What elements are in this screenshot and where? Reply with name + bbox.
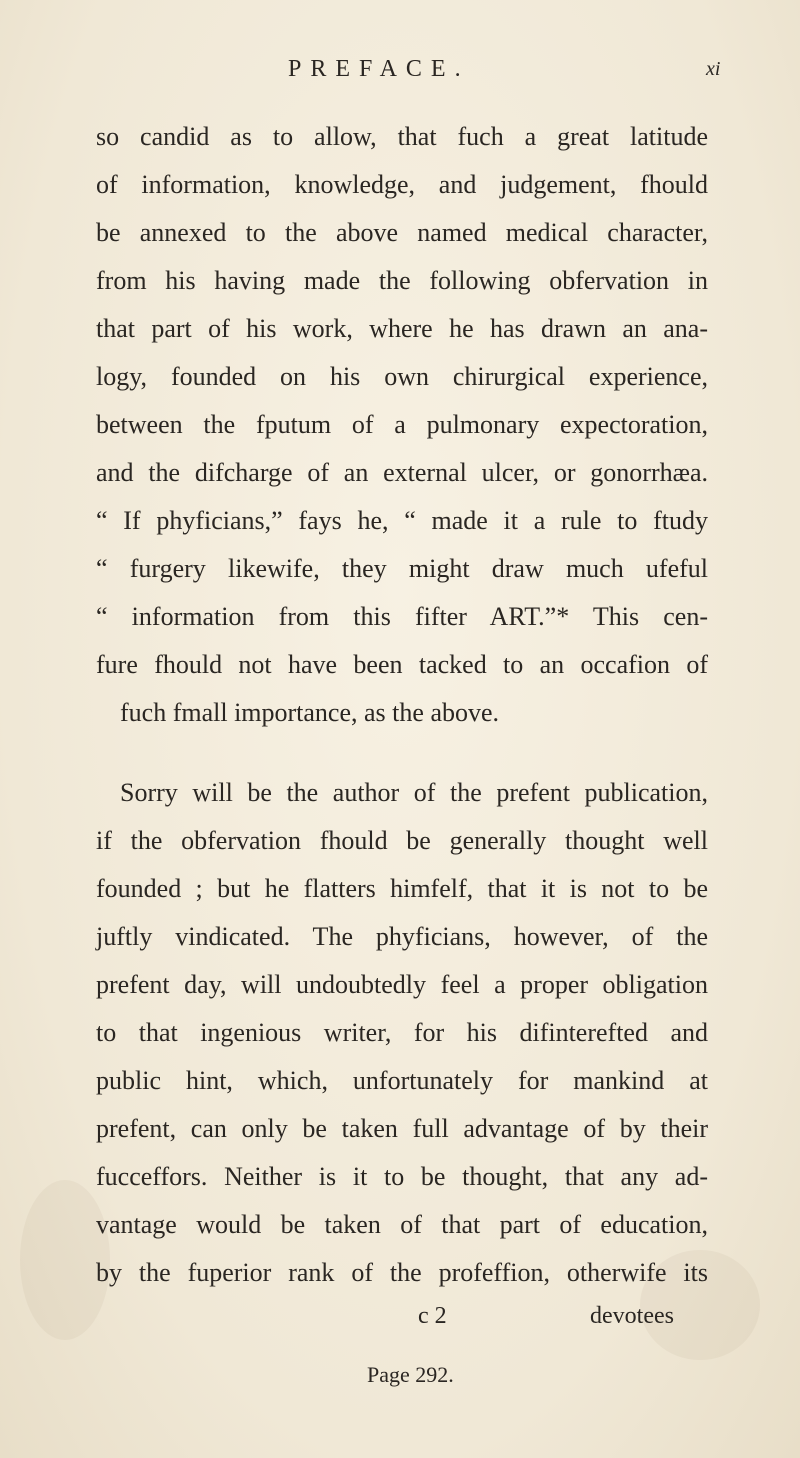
footnote: Page 292. xyxy=(367,1362,454,1387)
text-line: “ If phyficians,” fays he, “ made it a rule to ftudy xyxy=(96,506,708,535)
text-line: founded ; but he flatters himfelf, that it is not to be xyxy=(96,874,708,903)
text-line: logy, founded on his own chirurgical experience, xyxy=(96,362,708,391)
page-number: xi xyxy=(706,58,721,80)
text-line: “ furgery likewife, they might draw much ufeful xyxy=(96,554,708,583)
text-line: between the fputum of a pulmonary expectoration, xyxy=(96,410,708,439)
text-line: and the difcharge of an external ulcer, or gonorrhæa. xyxy=(96,458,708,487)
text-line: public hint, which, unfortunately for mankind at xyxy=(96,1066,708,1095)
text-line: that part of his work, where he has drawn an ana- xyxy=(96,314,708,343)
signature-mark: c 2 xyxy=(418,1303,447,1329)
text-line: juftly vindicated. The phyficians, however, of the xyxy=(96,922,708,951)
text-line: prefent day, will undoubtedly feel a proper obligation xyxy=(96,970,708,999)
running-head xyxy=(0,56,800,86)
text-line: prefent, can only be taken full advantage of by their xyxy=(96,1114,708,1143)
text-line: vantage would be taken of that part of education, xyxy=(96,1210,708,1239)
text-line: fucceffors. Neither is it to be thought, that any ad- xyxy=(96,1162,708,1191)
text-line: of information, knowledge, and judgement, fhould xyxy=(96,170,708,199)
catchword: devotees xyxy=(590,1303,674,1329)
catchline xyxy=(0,1303,800,1337)
text-line: fure fhould not have been tacked to an occafion of xyxy=(96,650,708,679)
text-line: “ information from this fifter ART.”* This cen- xyxy=(96,602,708,631)
text-line: be annexed to the above named medical character, xyxy=(96,218,708,247)
text-line: so candid as to allow, that fuch a great latitude xyxy=(96,122,708,151)
running-head-title: PREFACE. xyxy=(288,56,470,82)
text-line: by the fuperior rank of the profeffion, otherwife its xyxy=(96,1258,708,1287)
text-line: fuch fmall importance, as the above. xyxy=(120,698,500,727)
text-line: to that ingenious writer, for his difinterefted and xyxy=(96,1018,708,1047)
text-line: Sorry will be the author of the prefent publication, xyxy=(120,778,708,807)
text-line: from his having made the following obfervation in xyxy=(96,266,708,295)
text-line: if the obfervation fhould be generally thought well xyxy=(96,826,708,855)
